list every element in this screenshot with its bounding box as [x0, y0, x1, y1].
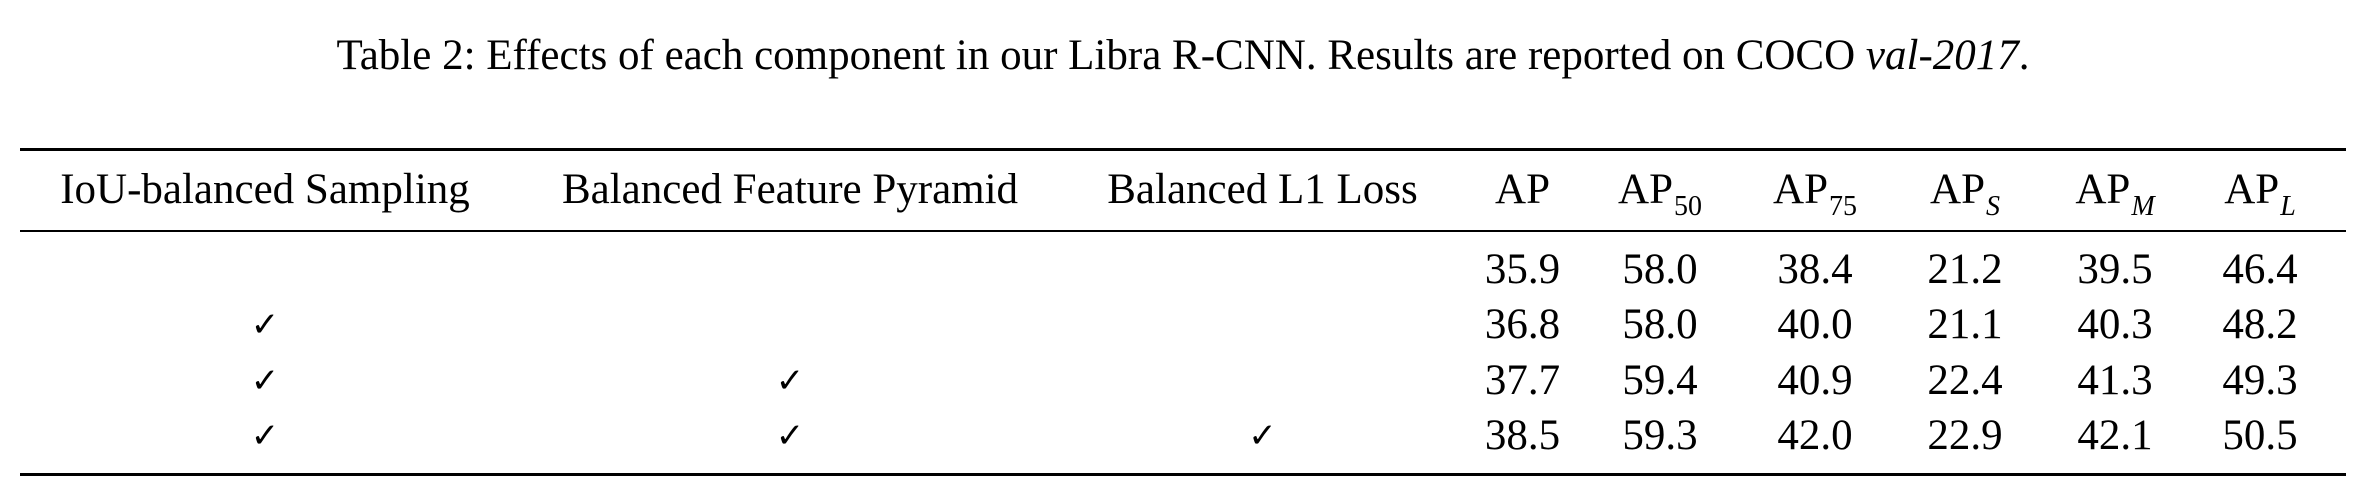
header-balanced-feature-pyramid: Balanced Feature Pyramid	[561, 166, 1019, 213]
cell-apm: 40.3	[2077, 301, 2153, 348]
cell-balanced-l1-loss: ✓	[1248, 416, 1277, 456]
cell-ap50: 59.3	[1622, 412, 1698, 459]
cell-ap75: 40.9	[1777, 357, 1853, 404]
cell-apl: 49.3	[2222, 357, 2298, 404]
cell-ap75: 40.0	[1777, 301, 1853, 348]
cell-aps: 21.2	[1927, 246, 2003, 293]
cell-ap: 35.9	[1484, 246, 1561, 293]
header-ap: AP	[1495, 166, 1550, 213]
cell-balanced-feature-pyramid: ✓	[775, 416, 805, 456]
cell-ap50: 59.4	[1622, 357, 1698, 404]
table-caption	[0, 28, 2366, 84]
cell-apm: 41.3	[2077, 357, 2153, 404]
cell-balanced-l1-loss	[1075, 300, 1450, 350]
cell-balanced-l1-loss	[1075, 356, 1450, 406]
cell-ap50: 58.0	[1622, 301, 1698, 348]
header-aps: $AP_S$	[1930, 166, 2000, 222]
cell-apl: 50.5	[2222, 412, 2298, 459]
table-top-rule	[20, 148, 2346, 151]
cell-apm: 39.5	[2077, 246, 2153, 293]
cell-balanced-l1-loss	[1075, 245, 1450, 295]
cell-ap: 36.8	[1484, 301, 1561, 348]
cell-aps: 21.1	[1927, 301, 2003, 348]
cell-balanced-feature-pyramid	[520, 245, 1060, 295]
caption-prefix: Table 2: Effects of each component in our Libra R-CNN. Results are reported on COCO	[336, 32, 1866, 79]
header-ap75: $AP_{75}$	[1773, 166, 1857, 222]
cell-iou-balanced-sampling	[20, 245, 510, 295]
cell-aps: 22.4	[1927, 357, 2003, 404]
cell-apm: 42.1	[2077, 412, 2153, 459]
cell-aps: 22.9	[1927, 412, 2003, 459]
cell-ap: 38.5	[1484, 412, 1561, 459]
cell-ap75: 38.4	[1777, 246, 1853, 293]
cell-ap75: 42.0	[1777, 412, 1853, 459]
header-apl: $AP_L$	[2224, 166, 2296, 222]
cell-balanced-feature-pyramid	[520, 300, 1060, 350]
header-iou-balanced-sampling: IoU-balanced Sampling	[60, 166, 470, 213]
table-header-rule	[20, 230, 2346, 232]
caption-dataset: val-2017	[1865, 32, 2019, 79]
cell-apl: 46.4	[2222, 246, 2298, 293]
cell-apl: 48.2	[2222, 301, 2298, 348]
cell-iou-balanced-sampling: ✓	[250, 361, 280, 401]
cell-iou-balanced-sampling: ✓	[250, 416, 280, 456]
cell-ap: 37.7	[1484, 357, 1561, 404]
cell-balanced-feature-pyramid: ✓	[775, 361, 805, 401]
cell-ap50: 58.0	[1622, 246, 1698, 293]
table-bottom-rule	[20, 473, 2346, 476]
header-apm: $AP_M$	[2075, 166, 2155, 222]
header-balanced-l1-loss: Balanced L1 Loss	[1107, 166, 1418, 213]
caption-suffix: .	[2018, 32, 2030, 79]
cell-iou-balanced-sampling: ✓	[250, 305, 280, 345]
header-ap50: $AP_{50}$	[1618, 166, 1702, 222]
